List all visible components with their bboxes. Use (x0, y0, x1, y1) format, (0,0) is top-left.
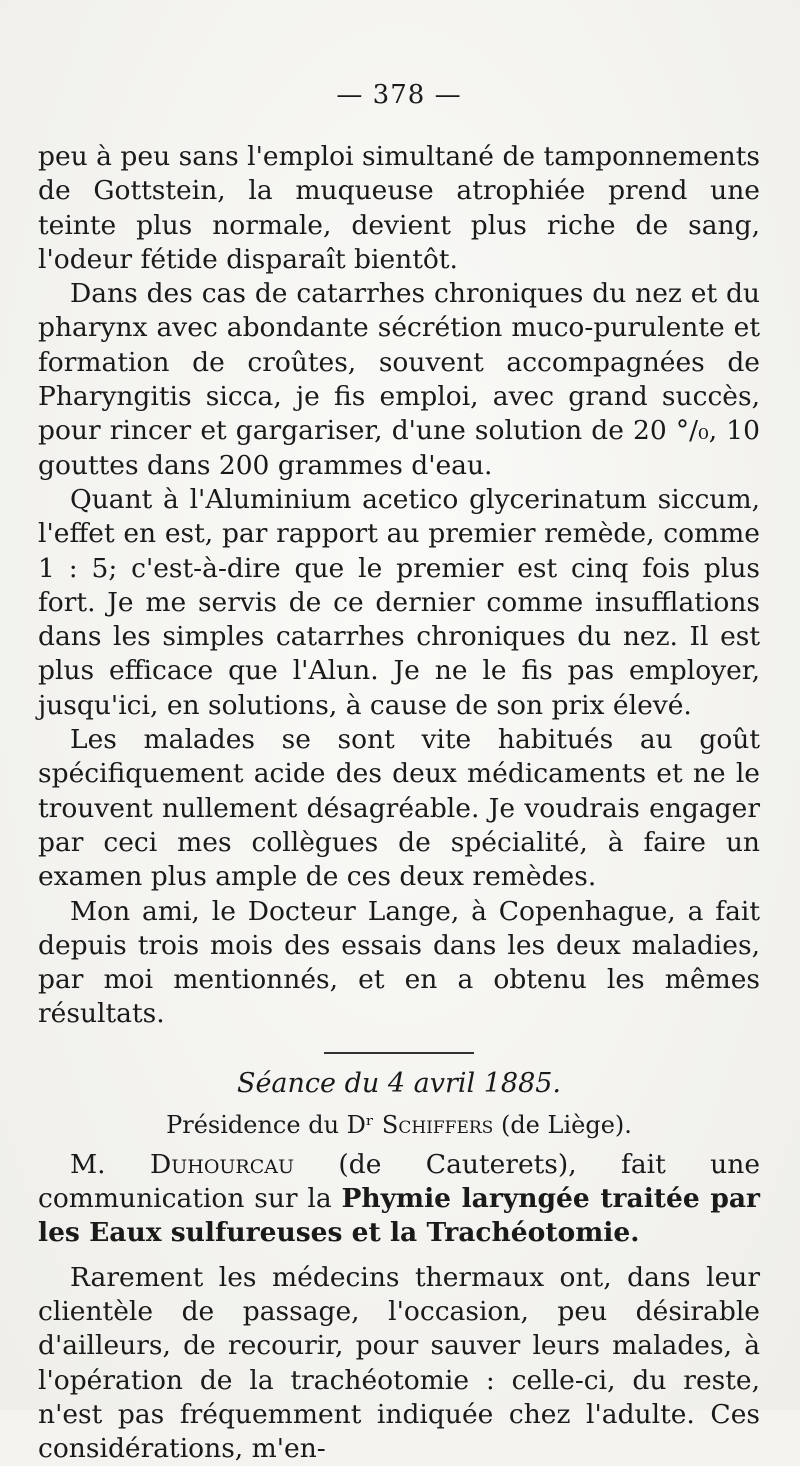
communication-prefix: M. (70, 1148, 106, 1180)
presidency-line (38, 1108, 760, 1142)
paragraph-2: Dans des cas de catarrhes chroniques du nez et du pharynx avec abondante sécrétion muco-purulente et formation de croûtes, souvent accompagnées de Pharyngitis sicca, je fis emploi, avec grand succès, pour rincer et gargariser, d'une solution de 20 °/₀, 10 gouttes dans 200 grammes d'eau. (38, 278, 760, 481)
page-number: — 378 — (336, 80, 462, 110)
paragraph-3: Quant à l'Aluminium acetico glycerinatum siccum, l'effet en est, par rapport au premier remède, comme 1 : 5; c'est-à-dire que le premier est cinq fois plus fort. Je me servis de ce dernier comme insufflations dans les simples catarrhes chroniques du nez. Il est plus efficace que l'Alun. Je ne le fis pas employer, jusqu'ici, en solutions, à cause de son prix élevé. (38, 483, 760, 721)
presidency-suffix: (de Liège). (500, 1110, 632, 1139)
author-name: Duhourcau (149, 1148, 294, 1180)
section-divider (324, 1052, 474, 1054)
session-heading: Séance du 4 avril 1885. (236, 1067, 562, 1099)
communication-intro: (de Cauterets), fait une communication sur la (38, 1148, 760, 1215)
paragraph-5: Mon ami, le Docteur Lange, à Copenhague, a fait depuis trois mois des essais dans les deux maladies, par moi mentionnés, et en a obtenu les mêmes résultats. (38, 895, 760, 1030)
president-name: Schiffers (381, 1110, 494, 1139)
paragraph-1: peu à peu sans l'emploi simultané de tamponnements de Gottstein, la muqueuse atrophiée prend une teinte plus normale, devient plus riche de sang, l'odeur fétide disparaît bientôt. (38, 141, 760, 275)
communication-paragraph (38, 1148, 760, 1251)
communication-title: Phymie laryngée traitée par les Eaux sulfureuses et la Trachéotomie. (38, 1183, 760, 1249)
presidency-prefix: Présidence du Dʳ (166, 1110, 375, 1139)
paragraph-6: Rarement les médecins thermaux ont, dans leur clientèle de passage, l'occasion, peu désirable d'ailleurs, de recourir, pour sauver leurs malades, à l'opération de la trachéotomie : celle-ci, du reste, n'est pas fréquemment indiquée chez l'adulte. Ces considérations, m'en- (38, 1261, 760, 1465)
paragraph-4: Les malades se sont vite habitués au goût spécifiquement acide des deux médicaments et ne le trouvent nullement désagréable. Je voudrais engager par ceci mes collègues de spécialité, à faire un examen plus ample de ces deux remèdes. (38, 724, 760, 893)
